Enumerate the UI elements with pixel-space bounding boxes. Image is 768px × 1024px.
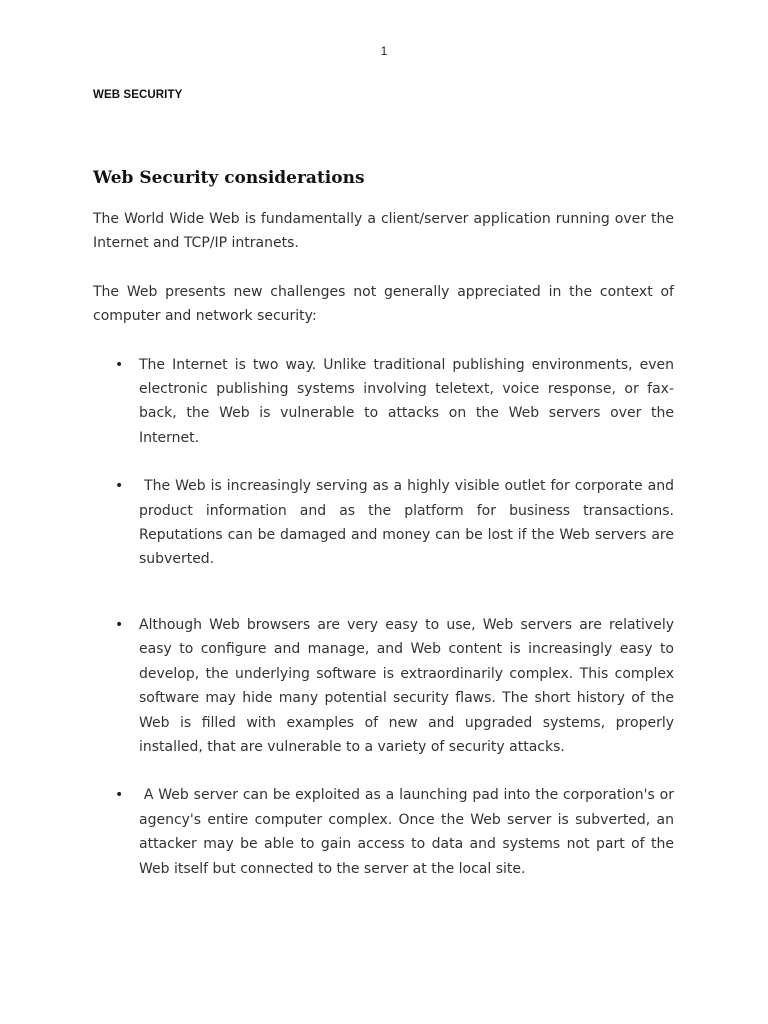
bullet-text: The Web is increasingly serving as a highly visible outlet for corporate and product information and as the platform for business transactions. Reputations can be damaged and money can be lost if the Web servers are subverted. [139,478,679,568]
bullet-list [93,353,679,881]
bullet-icon: • [115,616,124,633]
document-body [93,207,679,881]
bullet-item-launching-pad [93,783,679,881]
bullet-item-two-way [93,353,679,451]
bullet-text: A Web server can be exploited as a launching pad into the corporation's or agency's entire computer complex. Once the Web server is subverted, an attacker may be able to gain access to data and systems not part of the Web itself but connected to the server at the local site. [139,787,679,877]
bullet-text: The Internet is two way. Unlike traditional publishing environments, even electronic publishing systems involving teletext, voice response, or fax-back, the Web is vulnerable to attacks on the Web servers over the Internet. [139,356,679,446]
document-title: Web Security considerations [93,168,365,188]
bullet-icon: • [115,356,124,373]
running-header: WEB SECURITY [93,89,183,101]
intro-paragraph: The World Wide Web is fundamentally a client/server application running over the Internet and TCP/IP intranets. [93,211,674,252]
bullet-icon: • [115,478,124,495]
challenges-paragraph: The Web presents new challenges not generally appreciated in the context of computer and network security: [93,283,674,325]
bullet-icon: • [115,787,124,804]
bullet-text: Although Web browsers are very easy to use, Web servers are relatively easy to configure and manage, and Web content is increasingly easy to develop, the underlying software is extraordinarily complex. This complex software may hide many potential security flaws. The short history of the Web is filled with examples of new and upgraded systems, properly installed, that are vulnerable to a variety of security attacks. [139,616,679,755]
page-number: 1 [380,44,388,58]
bullet-item-complex-software [93,613,679,759]
bullet-item-visible-outlet [93,474,679,572]
